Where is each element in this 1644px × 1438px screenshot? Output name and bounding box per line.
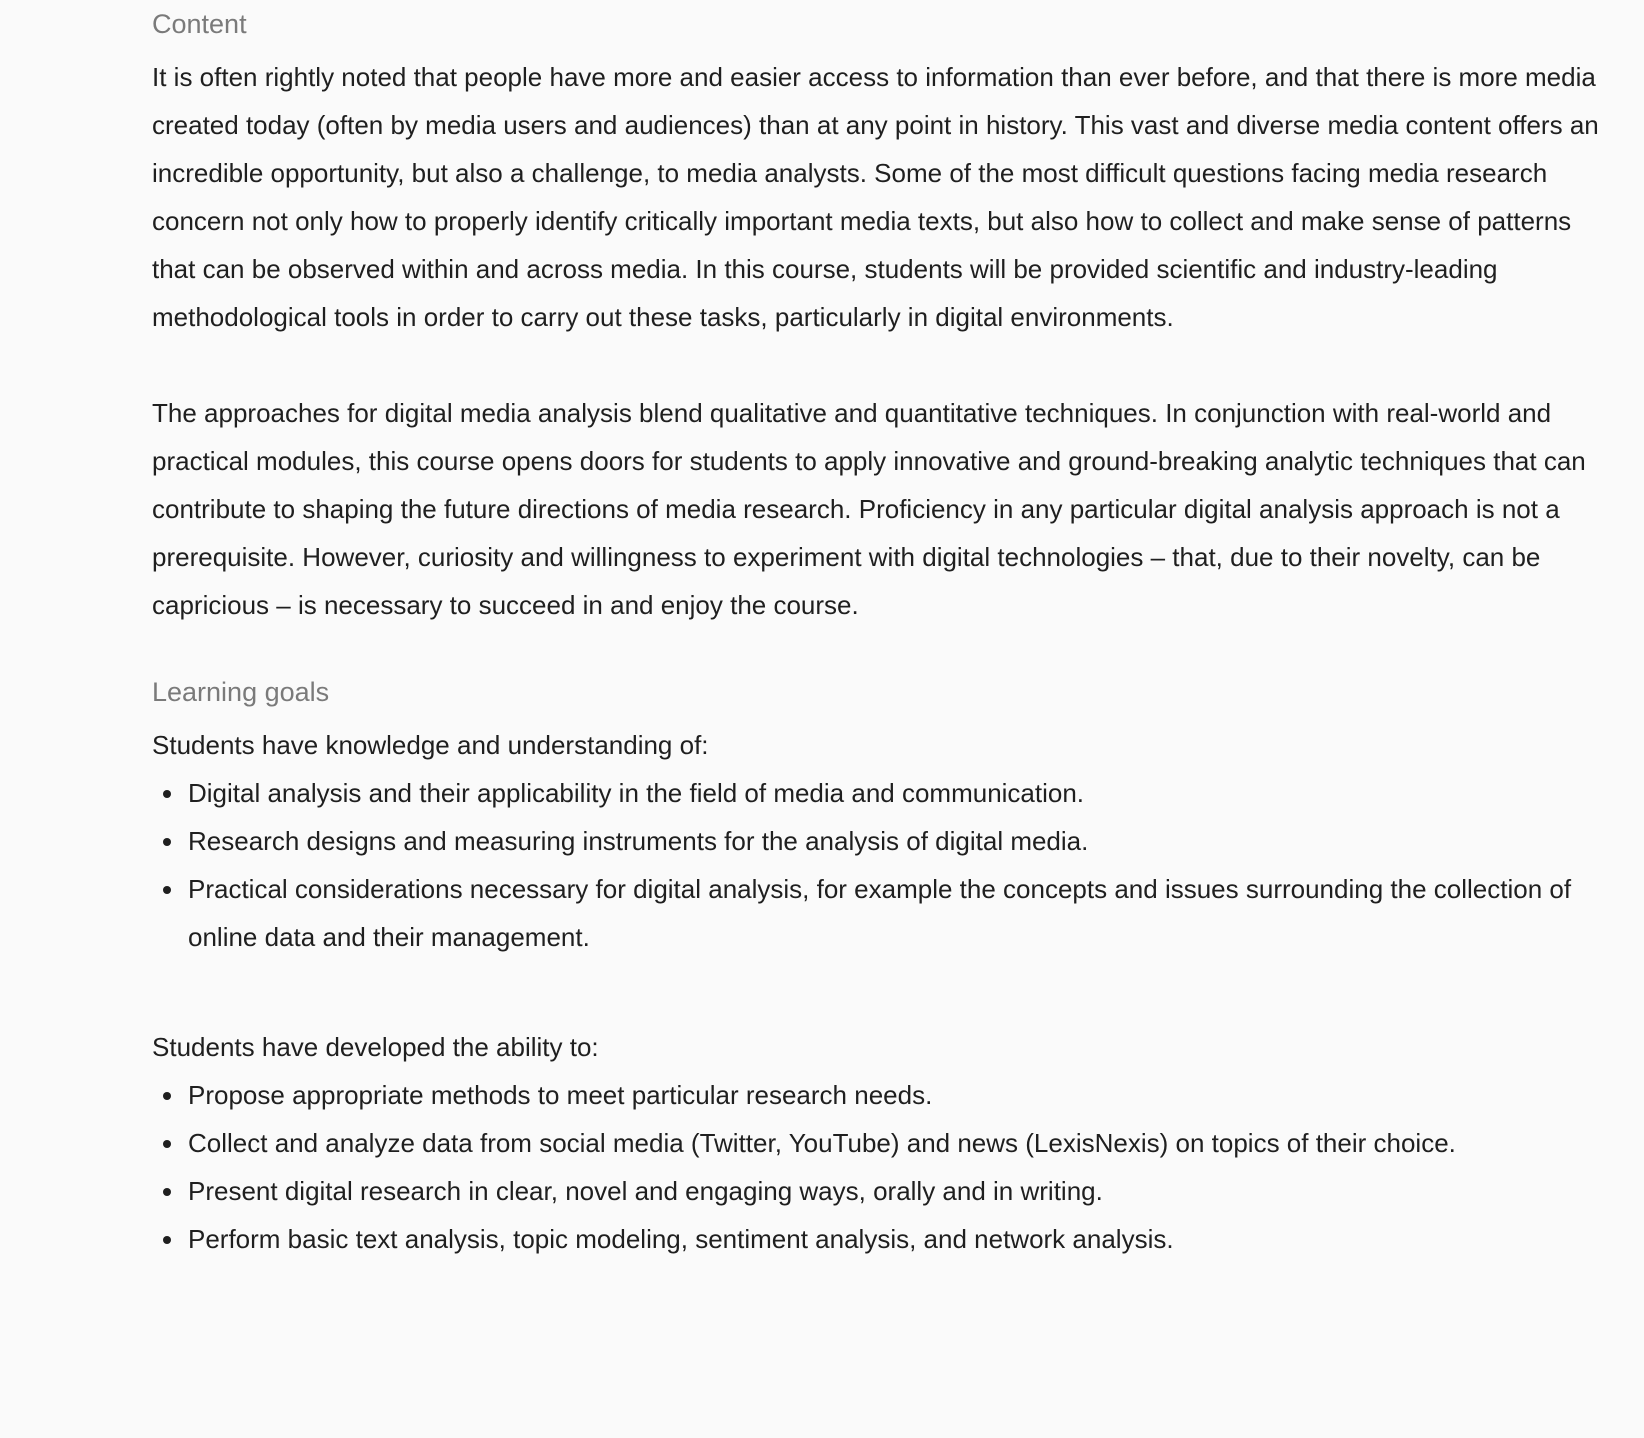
list-item: Propose appropriate methods to meet particular research needs. (188, 1071, 1612, 1119)
ability-intro: Students have developed the ability to: (152, 1032, 599, 1062)
list-item: Digital analysis and their applicability in the field of media and communication. (188, 769, 1612, 817)
content-heading: Content (152, 9, 247, 39)
knowledge-list (152, 769, 1612, 961)
learning-goals-heading: Learning goals (152, 677, 330, 707)
content-paragraph: It is often rightly noted that people have more and easier access to information than ever before, and that there is more media created today (often by media users and audiences) than at any point in history. This vast and diverse media content offers an incredible opportunity, but also a challenge, to media analysts. Some of the most difficult questions facing media research concern not only how to properly identify critically important media texts, but also how to collect and make sense of patterns that can be observed within and across media. In this course, students will be provided scientific and industry-leading methodological tools in order to carry out these tasks, particularly in digital environments. (152, 62, 1599, 332)
course-description (152, 0, 1612, 1263)
list-item: Present digital research in clear, novel and engaging ways, orally and in writing. (188, 1167, 1612, 1215)
ability-list (152, 1071, 1612, 1263)
list-item: Perform basic text analysis, topic modeling, sentiment analysis, and network analysis. (188, 1215, 1612, 1263)
list-item: Collect and analyze data from social media (Twitter, YouTube) and news (LexisNexis) on topics of their choice. (188, 1119, 1612, 1167)
list-item: Practical considerations necessary for digital analysis, for example the concepts and issues surrounding the collection of online data and their management. (188, 865, 1612, 961)
content-paragraph: The approaches for digital media analysis blend qualitative and quantitative techniques. In conjunction with real-world and practical modules, this course opens doors for students to apply innovative and ground-breaking analytic techniques that can contribute to shaping the future directions of media research. Proficiency in any particular digital analysis approach is not a prerequisite. However, curiosity and willingness to experiment with digital technologies – that, due to their novelty, can be capricious – is necessary to succeed in and enjoy the course. (152, 398, 1586, 620)
list-item: Research designs and measuring instruments for the analysis of digital media. (188, 817, 1612, 865)
knowledge-intro: Students have knowledge and understanding of: (152, 730, 709, 760)
